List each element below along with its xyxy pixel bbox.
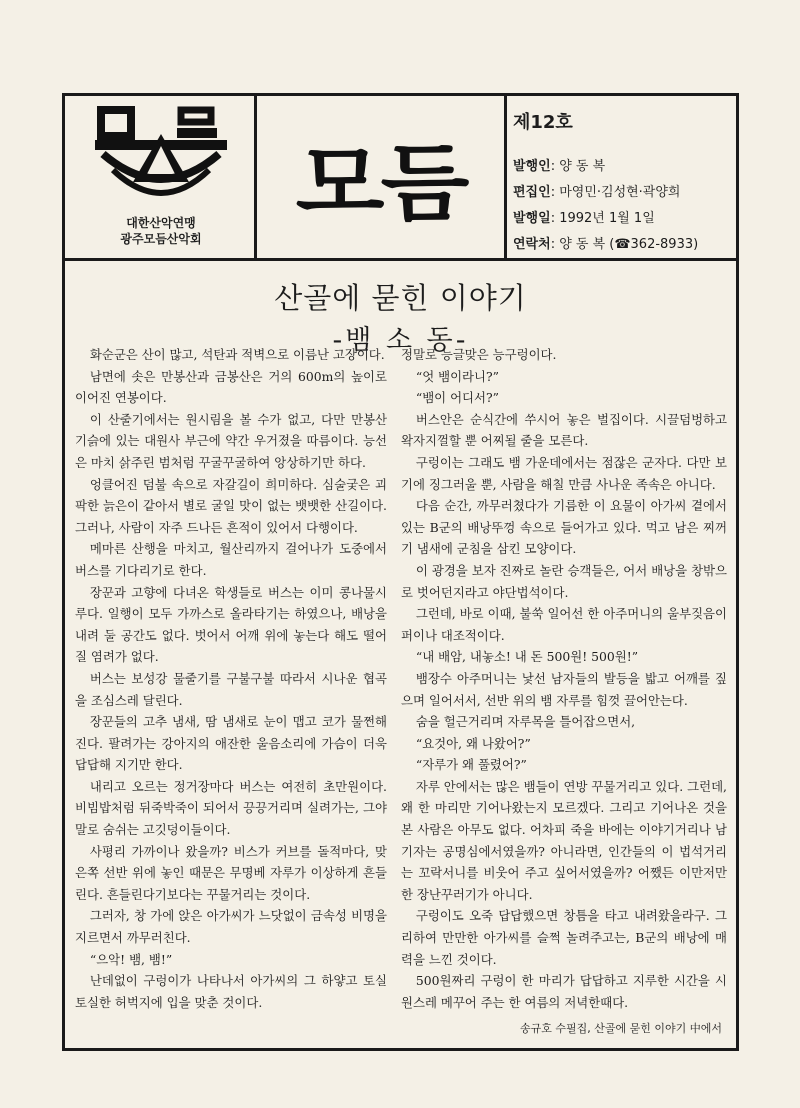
article-paragraph: 장꾼과 고향에 다녀온 학생들로 버스는 이미 콩나물시루다. 일행이 모두 가까스로 올라타기는 하였으나, 배낭을 내려 둘 공간도 없다. 벗어서 어깨 위에 놓는다 해도 떨어질 염려가 없다. xyxy=(75,584,387,665)
article-paragraph: 화순군은 산이 많고, 석탄과 적벽으로 이름난 고장이다. xyxy=(89,347,385,362)
date-row xyxy=(513,206,733,232)
contact-row xyxy=(513,232,733,258)
article-paragraph: 구렁이는 그래도 뱀 가운데에서는 점잖은 군자다. 다만 보기에 징그러울 뿐, 사람을 해칠 만큼 사나운 족속은 아니다. xyxy=(401,454,727,492)
article-title: 산골에 묻힌 이야기 xyxy=(274,281,527,315)
source-credit: 송규호 수필집, 산골에 묻힌 이야기 中에서 xyxy=(520,1022,722,1035)
article-paragraph: 자루 안에서는 많은 뱀들이 연방 꾸물거리고 있다. 그런데, 왜 한 마리만 기어나왔는지 모르겠다. 그리고 기어나온 것을 본 사람은 아무도 없다. 어차피 죽을 바에는 이야기거리나 남기자는 공명심에서였을까? 아니라면, 인간들의 이 법석거리는 꼬락서니를 비웃어 주고 싶어서였을까? 어쨌든 이만저만한 장난꾸러기가 아니다. xyxy=(401,778,727,902)
article-paragraph: “엇 뱀이라니?” xyxy=(415,368,499,384)
article-paragraph: “뱀이 어디서?” xyxy=(415,390,499,406)
article-paragraph: 이 산줄기에서는 원시림을 볼 수가 없고, 다만 만봉산 기슭에 있는 대원사 부근에 약간 우거졌을 따름이다. 능선은 마치 삵주린 범처럼 꾸굴꾸굴하여 앙상하기만 하다. xyxy=(75,411,387,470)
article-paragraph: 500원짜리 구렁이 한 마리가 답답하고 지루한 시간을 시원스레 메꾸어 주는 한 여름의 저녁한때다. xyxy=(401,973,727,1010)
publisher-row xyxy=(513,154,733,180)
contact-label: 연락처 xyxy=(513,237,551,252)
article-paragraph: 사평리 가까이나 왔을까? 비스가 커브를 돌적마다, 맞은쪽 선반 위에 놓인 때문은 무명베 자루가 이상하게 흔들린다. 흔들린다기보다는 꾸물거리는 것이다. xyxy=(75,843,387,902)
article-paragraph: 버스는 보성강 물줄기를 구불구불 따라서 시나운 협곡을 조심스레 달린다. xyxy=(75,670,387,708)
article-subtitle: -뱀 소 동- xyxy=(332,325,469,356)
article-paragraph: 남면에 솟은 만봉산과 금봉산은 거의 600m의 높이로 이어진 연봉이다. xyxy=(75,368,387,406)
publication-info xyxy=(513,104,733,254)
article-paragraph: 난데없이 구렁이가 나타나서 아가씨의 그 하얗고 토실토실한 허벅지에 입을 맞춘 것이다. xyxy=(75,973,387,1010)
article-column-right xyxy=(401,344,727,1013)
newsletter-title-panel xyxy=(257,96,507,258)
contact-value: : 양 동 복 (☎362-8933) xyxy=(550,237,699,252)
editor-row xyxy=(513,180,733,206)
article-paragraph: 내리고 오르는 정거장마다 버스는 여전히 초만원이다. 비빔밥처럼 뒤죽박죽이 되어서 끙끙거리며 실려가는, 그야말로 숨쉬는 고깃덩이들이다. xyxy=(75,778,387,838)
editor-label: 편집인 xyxy=(513,185,551,200)
editor-value: : 마영민·김성현·곽양희 xyxy=(550,185,681,200)
federation-name: 대한산악연맹 xyxy=(126,216,196,230)
article-paragraph: 뱀장수 아주머니는 낯선 남자들의 발등을 밟고 어깨를 짚으며 일어서서, 선반 위의 뱀 자루를 힘껏 끌어안는다. xyxy=(401,670,727,708)
article-paragraph: “내 배암, 내놓소! 내 돈 500원! 500원!” xyxy=(415,649,639,665)
article-paragraph: 장꾼들의 고추 냄새, 땀 냄새로 눈이 맵고 코가 물쩐해진다. 팔려가는 강아지의 애잔한 울음소리에 가슴이 더욱 답답해 지기만 한다. xyxy=(75,714,387,773)
article-paragraph: 엉클어진 덤불 속으로 자갈길이 희미하다. 심술궂은 괴팍한 늙은이 같아서 별로 굴일 맛이 없는 뱃뱃한 산길이다. 그러나, 사람이 자주 드나든 흔적이 있어서 다행이다. xyxy=(75,476,387,535)
article-paragraph: 숨을 헐근거리며 자루목을 틀어잡으면서, xyxy=(415,714,636,730)
club-logo-panel xyxy=(65,96,257,258)
club-name: 광주모듬산악회 xyxy=(120,232,202,246)
newsletter-title: 모듬 xyxy=(295,135,466,232)
article-paragraph: 다음 순간, 까무러쳤다가 기름한 이 요물이 아가씨 곁에서 있는 B군의 배낭뚜껑 속으로 들어가고 있다. 먹고 남은 찌꺼기 냄새에 군침을 삼킨 모양이다. xyxy=(401,498,727,557)
article-paragraph: 그런데, 바로 이때, 불쑥 일어선 한 아주머니의 울부짖음이 퍼이나 대조적이다. xyxy=(401,606,727,643)
article-paragraph: 정말로 능글맞은 능구렁이다. xyxy=(401,347,557,362)
article-paragraph: “요것아, 왜 나왔어?” xyxy=(415,735,531,751)
article-paragraph: 구렁이도 오죽 답답했으면 창틈을 타고 내려왔을라구. 그리하여 만만한 아가씨를 슬쩍 놀려주고는, B군의 배낭에 매력을 느낀 것이다. xyxy=(401,908,727,967)
mountain-club-logo-icon xyxy=(93,104,229,212)
article-paragraph: “자루가 왜 풀렸어?” xyxy=(415,757,527,773)
publisher-label: 발행인 xyxy=(513,159,551,174)
article-paragraph: 이 광경을 보자 진짜로 놀란 승객들은, 어서 배낭을 창밖으로 벗어던지라고 야단법석이다. xyxy=(401,562,727,600)
masthead xyxy=(62,93,739,261)
article-column-left xyxy=(75,344,387,1013)
article-paragraph: 메마른 산행을 마치고, 월산리까지 걸어나가 도중에서 버스를 기다리기로 한다. xyxy=(75,541,387,578)
article-box xyxy=(62,258,739,1051)
publisher-value: : 양 동 복 xyxy=(550,159,606,174)
article-paragraph: 버스안은 순식간에 쑤시어 놓은 벌집이다. 시끌덤벙하고 왁자지껄할 뿐 어찌될 줄을 모른다. xyxy=(401,411,727,449)
date-label: 발행일 xyxy=(513,211,551,226)
article-paragraph: 그러자, 창 가에 앉은 아가씨가 느닷없이 금속성 비명을 지르면서 까무러친다. xyxy=(75,908,387,946)
article-paragraph: “으악! 뱀, 뱀!” xyxy=(89,951,173,967)
issue-number: 제12호 xyxy=(513,112,573,133)
date-value: : 1992년 1월 1일 xyxy=(550,211,655,226)
